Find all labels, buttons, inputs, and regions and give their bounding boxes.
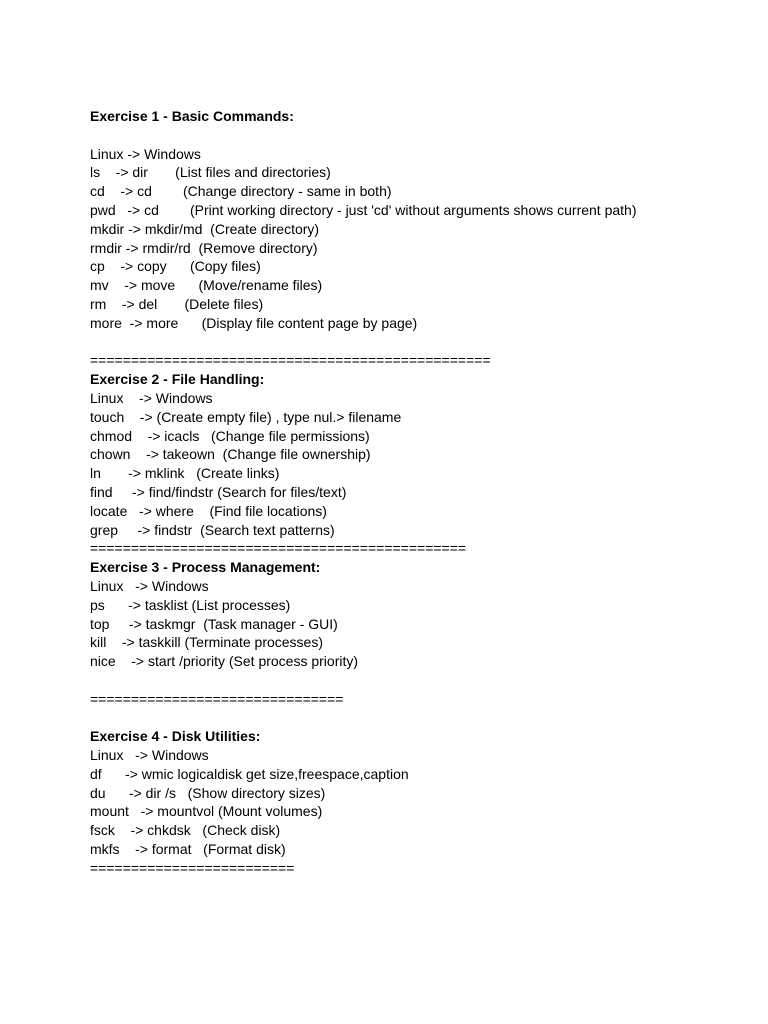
blank-line — [90, 126, 750, 145]
command-line: touch -> (Create empty file) , type nul.> filename — [90, 408, 402, 425]
command-line: rmdir -> rmdir/rd (Remove directory) — [90, 239, 318, 256]
exercise-4-command-list — [90, 746, 750, 859]
exercise-1-heading: Exercise 1 - Basic Commands: — [90, 108, 294, 124]
exercise-2-command-list — [90, 389, 750, 539]
command-line: Linux -> Windows — [90, 577, 209, 594]
command-line: kill -> taskkill (Terminate processes) — [90, 634, 324, 651]
blank-line — [90, 333, 750, 352]
section-separator: =============================== — [90, 690, 344, 707]
command-line: pwd -> cd (Print working directory - just 'cd' without arguments shows current path) — [90, 201, 637, 218]
command-line: cd -> cd (Change directory - same in both) — [90, 183, 392, 200]
exercise-1-command-list — [90, 145, 750, 333]
command-line: chown -> takeown (Change file ownership) — [90, 446, 371, 463]
exercise-3-heading: Exercise 3 - Process Management: — [90, 559, 321, 576]
section-separator: ============================================== — [90, 540, 467, 557]
exercise-2-heading: Exercise 2 - File Handling: — [90, 371, 265, 388]
blank-line — [90, 671, 750, 690]
command-line: grep -> findstr (Search text patterns) — [90, 521, 335, 538]
command-line: ps -> tasklist (List processes) — [90, 596, 291, 613]
exercise-4-heading: Exercise 4 - Disk Utilities: — [90, 728, 261, 745]
command-line: mount -> mountvol (Mount volumes) — [90, 803, 323, 820]
command-line: du -> dir /s (Show directory sizes) — [90, 784, 326, 801]
document-body — [90, 107, 750, 878]
command-line: nice -> start /priority (Set process priority) — [90, 653, 359, 670]
section-separator: ========================= — [90, 859, 295, 876]
exercise-3-command-list — [90, 577, 750, 671]
command-line: chmod -> icacls (Change file permissions) — [90, 427, 370, 444]
command-line: top -> taskmgr (Task manager - GUI) — [90, 615, 338, 632]
command-line: cp -> copy (Copy files) — [90, 258, 261, 275]
command-line: rm -> del (Delete files) — [90, 295, 264, 312]
command-line: mv -> move (Move/rename files) — [90, 277, 323, 294]
command-line: ln -> mklink (Create links) — [90, 465, 280, 482]
command-line: mkdir -> mkdir/md (Create directory) — [90, 220, 320, 237]
command-line: mkfs -> format (Format disk) — [90, 841, 286, 858]
section-separator: ================================================= — [90, 352, 491, 369]
blank-line — [90, 709, 750, 728]
command-line: more -> more (Display file content page by page) — [90, 314, 418, 331]
command-line: locate -> where (Find file locations) — [90, 502, 327, 519]
command-line: Linux -> Windows — [90, 747, 209, 764]
command-line: df -> wmic logicaldisk get size,freespace,caption — [90, 765, 409, 782]
command-line: ls -> dir (List files and directories) — [90, 164, 331, 181]
command-line: Linux -> Windows — [90, 389, 213, 406]
command-line: fsck -> chkdsk (Check disk) — [90, 822, 281, 839]
command-line: find -> find/findstr (Search for files/text) — [90, 483, 347, 500]
command-line: Linux -> Windows — [90, 145, 201, 162]
